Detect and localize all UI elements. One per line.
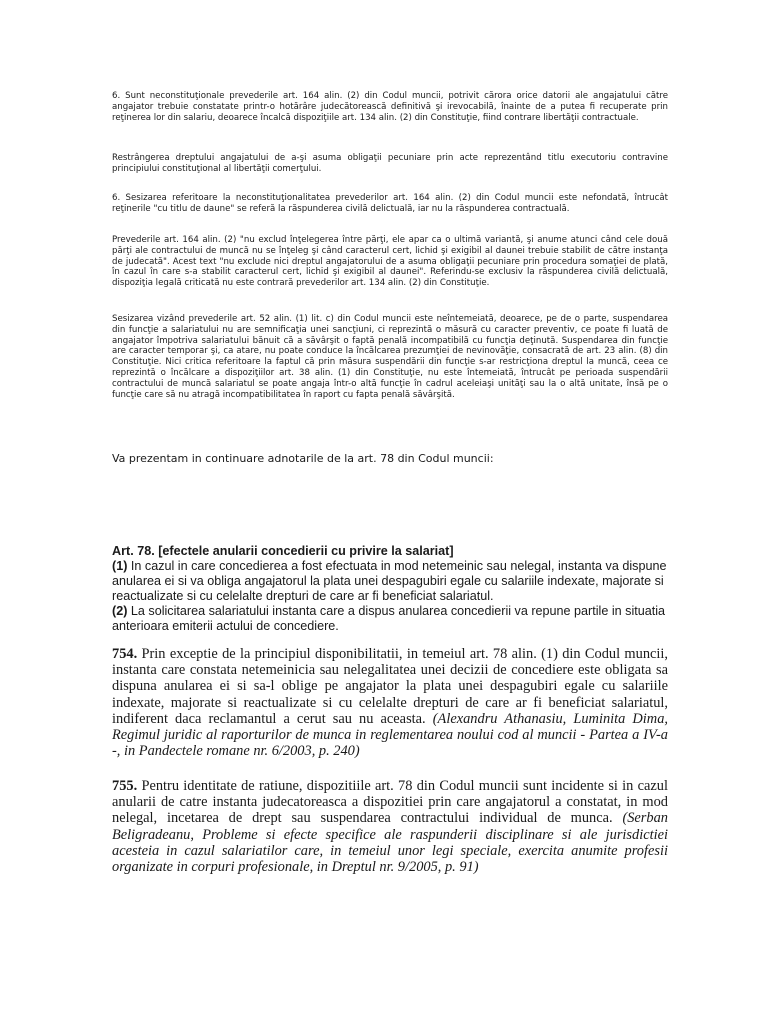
paragraph-provisions-art-164: Prevederile art. 164 alin. (2) "nu exclud înţelegerea între părţi, ele apar ca o ultimă variantă, şi anume atunci când cele două părţi ale contractului de muncă nu se înţeleg şi când caracterul cert, lichid şi exigibil al daunei trebuie stabilit de către instanţa de judecată". Acest text "nu exclude nici dreptul angajatorului de a asuma obligaţii pecuniare prin procedura somaţiei de plată, în cazul în care s-a stabilit caracterul cert, lichid şi exigibil al daunei". Referindu-se exclusiv la răspunderea civilă delictuală, dispoziţia legală criticată nu este contrară prevederilor art. 134 alin. (2) din Constituţie. — [112, 235, 668, 289]
paragraph-unfounded-referral: 6. Sesizarea referitoare la neconstituţionalitatea prevederilor art. 164 alin. (2) din Codul muncii este nefondată, întrucât reţinerile "cu titlu de daune" se referă la răspunderea civilă delictuală, iar nu la răspunderea contractuală. — [112, 193, 668, 214]
annotation-754-text: Prin exceptie de la principiul disponibilitatii, in temeiul art. 78 alin. (1) din Codul muncii, instanta care constata netemeinicia sau nelegalitatea unei decizii de concediere este obligata sa dispuna anularea ei si sa-l oblige pe angajator la plata unei despagubiri egale cu salariile indexate, majorate si reactualizate si cu celelalte drepturi de care ar fi beneficiat salariatul, indiferent daca reclamantul a cerut sau nu aceasta. — [112, 646, 668, 727]
alineat-1-text: In cazul in care concedierea a fost efectuata in mod netemeinic sau nelegal, instanta va dispune anularea ei si va obliga angajatorul la plata unei despagubiri egale cu salariile indexate, majorate si reactualizate si cu celelalte drepturi de care ar fi beneficiat salariatul. — [112, 559, 667, 603]
paragraph-unconstitutional-claim: 6. Sunt neconstituţionale prevederile art. 164 alin. (2) din Codul muncii, potrivit cărora orice datorii ale angajatului către angajator trebuie constatate printr-o hotărâre judecătorească definitivă şi irevocabilă, înainte de a putea fi recuperate prin reţinerea lor din salariu, deoarece încalcă dispoziţiile art. 134 alin. (2) din Constituţie, fiind contrare libertăţii contractuale. — [112, 91, 668, 123]
annotation-755-text: Pentru identitate de ratiune, dispozitiile art. 78 din Codul muncii sunt incidente si in cazul anularii de catre instanta judecatoreasca a dispozitiei prin care angajatorul a constatat, in mod nelegal, incetarea de drept sau suspendarea contractului individual de munca. — [112, 778, 668, 827]
paragraph-art-52-referral: Sesizarea vizând prevederile art. 52 alin. (1) lit. c) din Codul muncii este neîntemeiată, deoarece, pe de o parte, suspendarea din funcţie a salariatului nu are semnificaţia unei sancţiuni, ci reprezintă o măsură cu caracter preventiv, ce poate fi luată de angajator împotriva salariatului bănuit că a săvârşit o faptă penală incompatibilă cu funcţia deţinută. Suspendarea din funcţie are caracter temporar şi, ca atare, nu poate conduce la încălcarea prezumţiei de nevinovăţie, consacrată de art. 23 alin. (8) din Constituţie. Nici critica referitoare la faptul că prin măsura suspendării din funcţie s-ar restricţiona dreptul la muncă, ceea ce reprezintă o încălcare a dispoziţiilor art. 38 alin. (1) din Constituţie, nu este întemeiată, întrucât pe perioada suspendării contractului de muncă salariatul se poate angaja într-o altă funcţie în cadrul aceleiaşi unităţi sau la o altă unitate, însă pe o funcţie care să nu atragă incompatibilitatea în raport cu fapta penală săvârşită. — [112, 314, 668, 400]
annotation-755-number: 755. — [112, 778, 138, 794]
intro-annotations: Va prezentam in continuare adnotarile de la art. 78 din Codul muncii: — [112, 452, 494, 465]
alineat-2-number: (2) — [112, 604, 128, 618]
annotation-754 — [112, 646, 668, 759]
annotation-755 — [112, 778, 668, 875]
annotation-755-citation: (Serban Beligradeanu, Probleme si efecte specifice ale raspunderii disciplinare si ale jurisdictiei acesteia in cazul salariatilor care, in temeiul unor legi speciale, exercita anumite profesii organizate in corpuri profesionale, in Dreptul nr. 9/2005, p. 91) — [112, 810, 668, 876]
alineat-1-number: (1) — [112, 559, 128, 573]
article-heading: Art. 78. [efectele anularii concedierii cu privire la salariat] — [112, 544, 454, 558]
annotation-754-citation: (Alexandru Athanasiu, Luminita Dima, Regimul juridic al raporturilor de munca in reglementarea noului cod al muncii - Partea a IV-a -, in Pandectele romane nr. 6/2003, p. 240) — [112, 710, 668, 760]
paragraph-restriction: Restrângerea dreptului angajatului de a-şi asuma obligaţii pecuniare prin acte reprezentând titlu executoriu contravine principiului constituţional al libertăţii comerţului. — [112, 153, 668, 174]
article-78 — [112, 544, 668, 634]
annotation-754-number: 754. — [112, 646, 138, 662]
alineat-2-text: La solicitarea salariatului instanta care a dispus anularea concedierii va repune partile in situatia anterioara emiterii actului de concediere. — [112, 604, 666, 633]
